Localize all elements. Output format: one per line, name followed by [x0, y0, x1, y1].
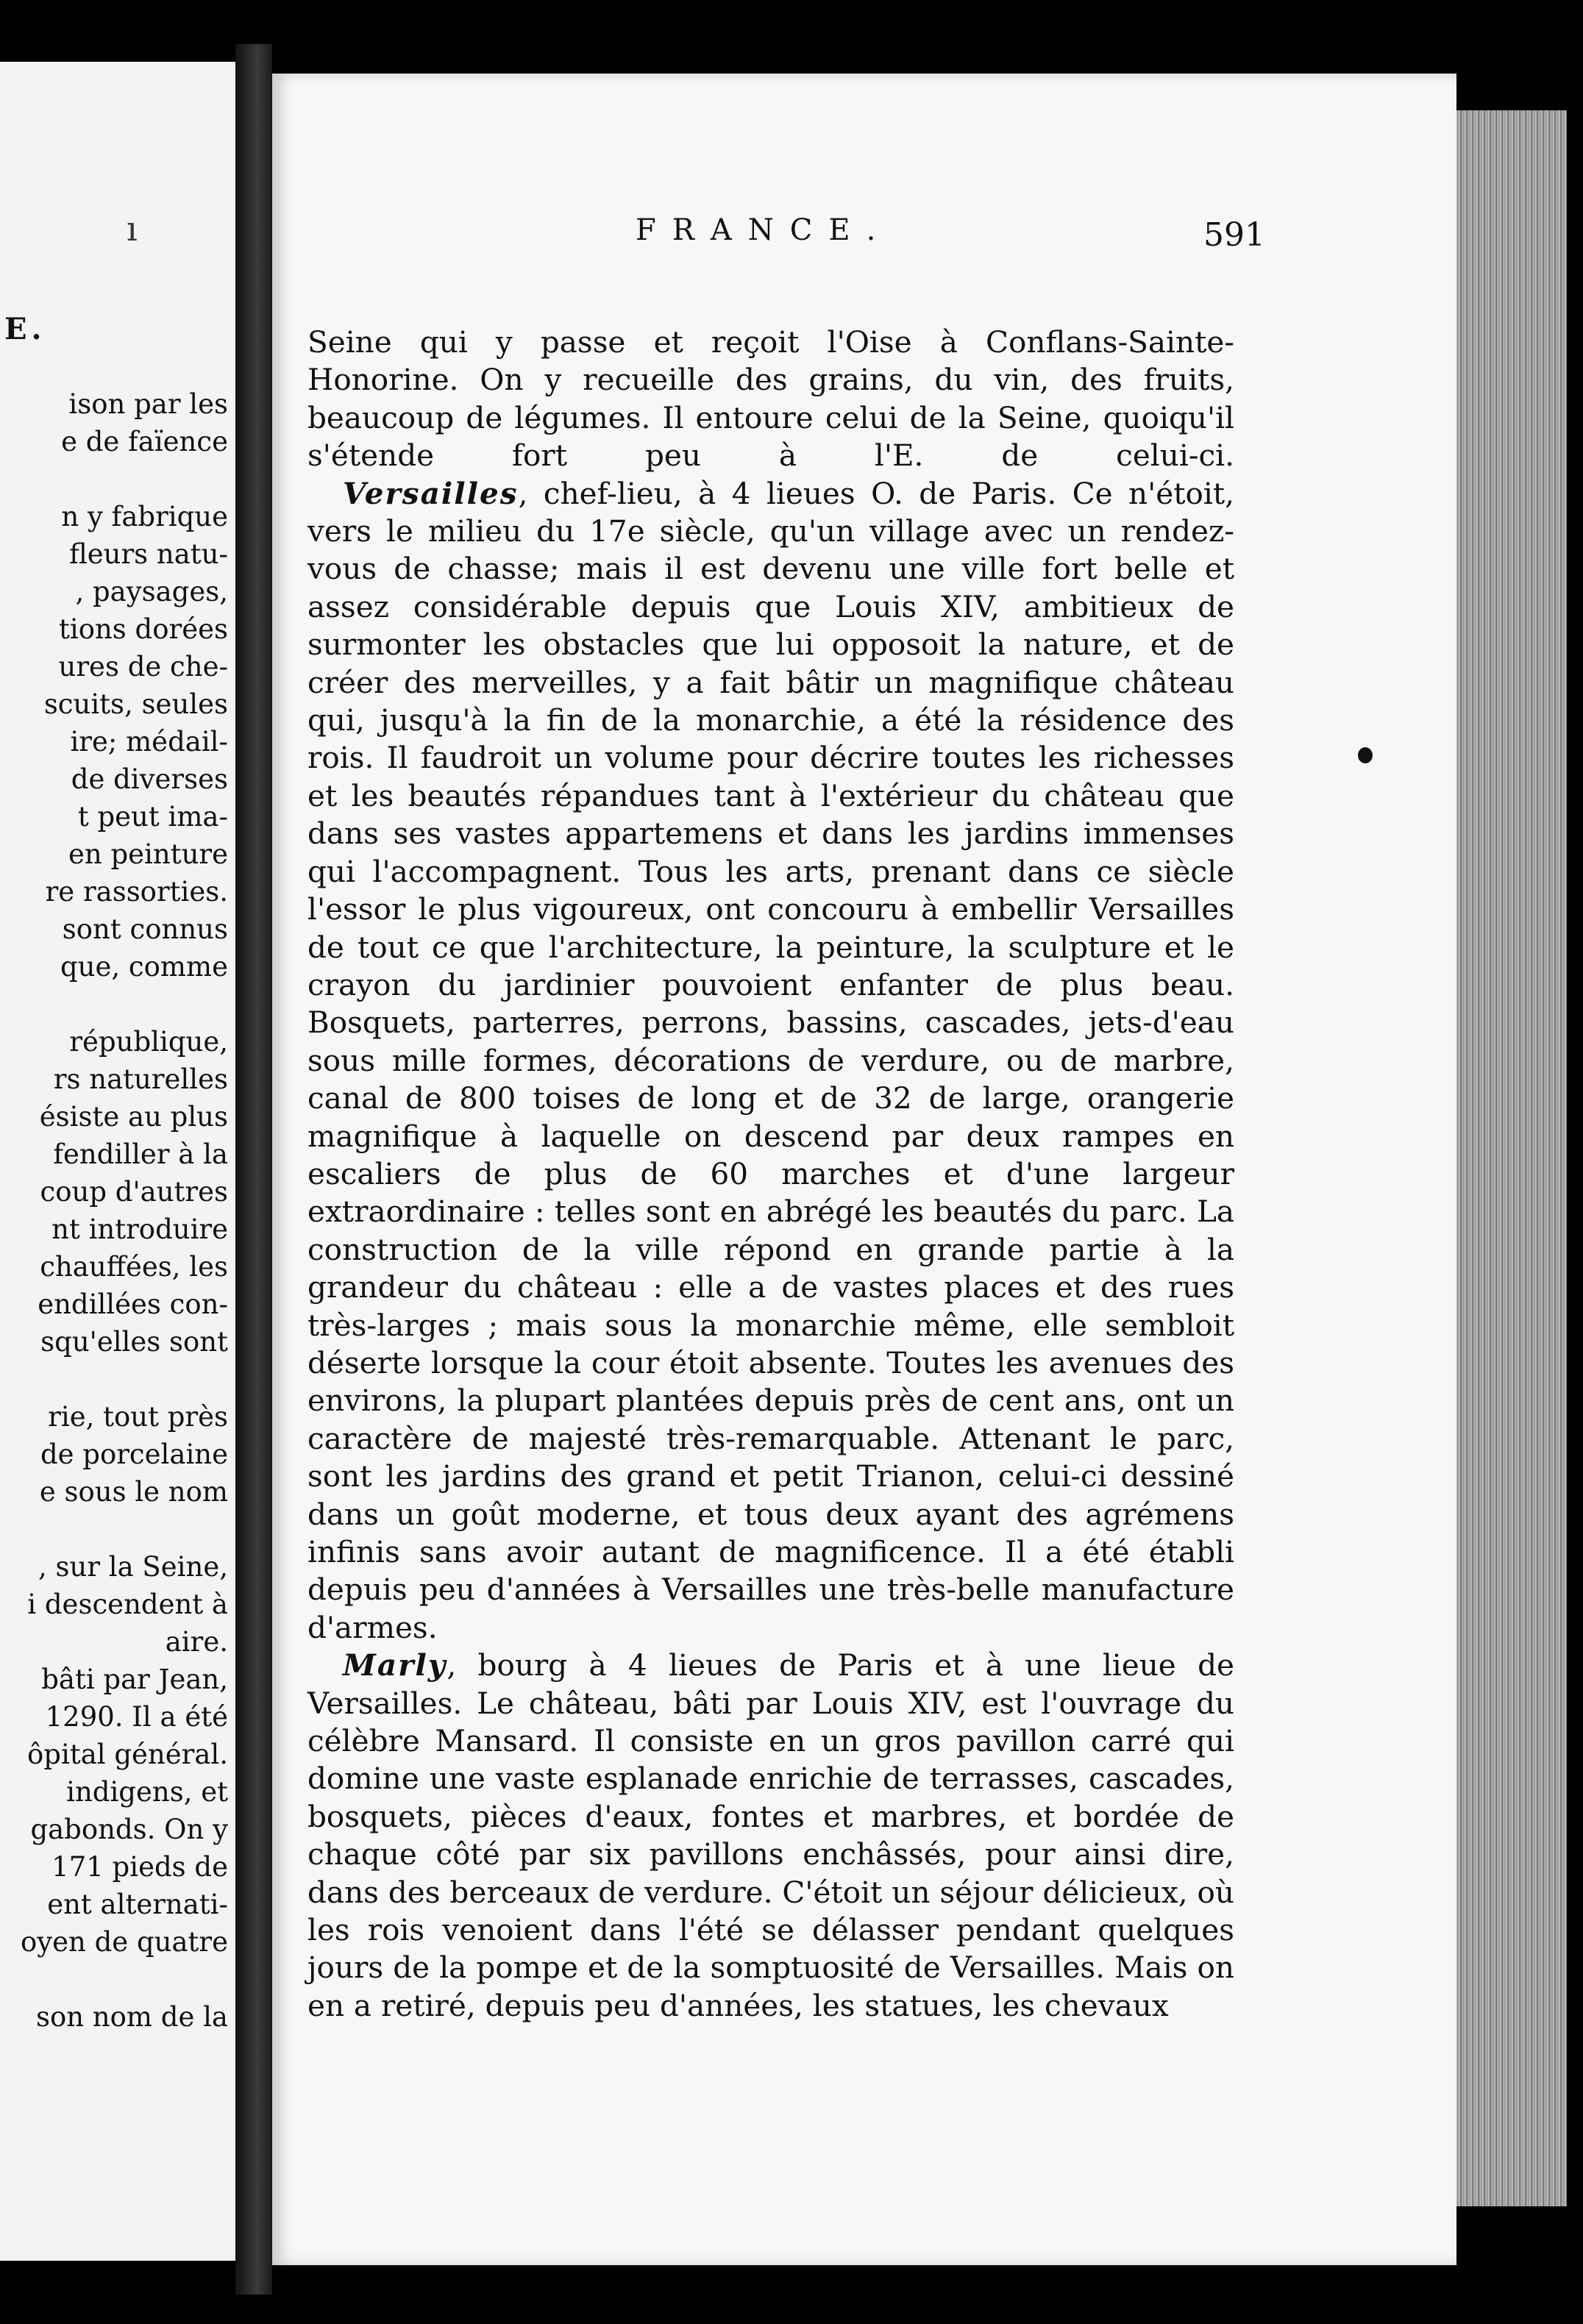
left-page [0, 62, 238, 2261]
left-page-line: aire. [165, 1626, 228, 1658]
left-page-line: endillées con- [38, 1288, 228, 1320]
paragraph-lead: Marly [343, 1647, 447, 1683]
running-head: FRANCE. [636, 213, 892, 247]
left-page-line: son nom de la [35, 2001, 228, 2033]
left-page-line: ire; médail- [70, 726, 228, 758]
left-page-line: ures de che- [58, 651, 228, 682]
left-page-line: tions dorées [59, 613, 228, 645]
left-page-line: bâti par Jean, [41, 1664, 228, 1695]
paragraph-text: , chef-lieu, à 4 lieues O. de Paris. Ce n'étoit, vers le milieu du 17e siècle, qu'un village avec un rendez-vous de chasse; mais il est devenu une ville fort belle et assez considérable depuis que Louis XIV, ambitieux de surmonter les obstacles que lui opposoit la nature, et de créer des merveilles, y a fait bâtir un magnifique château qui, jusqu'à la fin de la monarchie, a été la résidence des rois. Il faudroit un volume pour décrire toutes les richesses et les beautés répandues tant à l'extérieur du château que dans ses vastes appartemens et dans les jardins immenses qui l'accompagnent. Tous les arts, prenant dans ce siècle l'essor le plus vigoureux, ont concouru à embellir Versailles de tout ce que l'architecture, la peinture, la sculpture et le crayon du jardinier pouvoient enfanter de plus beau. Bosquets, parterres, perrons, bassins, cascades, jets-d'eau sous mille formes, décorations de verdure, ou de marbre, canal de 800 toises de long et de 32 de large, orangerie magnifique à laquelle on descend par deux rampes en escaliers de plus de 60 marches et d'une largeur extraordinaire : telles sont en abrégé les beautés du parc. La construction de la ville répond en grande partie à la grandeur du château : elle a de vastes places et des rues très-larges ; mais sous la monarchie même, elle sembloit déserte lorsque la cour étoit absente. Toutes les avenues des environs, la plupart plantées depuis près de cent ans, ont un caractère de majesté très-remarquable. Attenant le parc, sont les jardins des grand et petit Trianon, celui-ci dessiné dans un goût moderne, et tous deux ayant des agrémens infinis sans avoir autant de magnificence. Il a été établi depuis peu d'années à Versailles une très-belle manufacture d'armes. [307, 475, 1234, 1645]
left-page-line: chauffées, les [40, 1251, 228, 1283]
left-page-line: oyen de quatre [20, 1926, 228, 1958]
paragraph-text: Seine qui y passe et reçoit l'Oise à Conflans-Sainte-Honorine. On y recueille des grains, du vin, des fruits, beaucoup de légumes. Il entoure celui de la Seine, quoiqu'il s'étende fort peu à l'E. de celui-ci. [307, 324, 1234, 474]
left-page-line: ôpital général. [27, 1739, 228, 1770]
left-page-line: fendiller à la [53, 1138, 228, 1170]
left-page-line: n y fabrique [61, 501, 228, 532]
ink-smudge [1358, 747, 1373, 763]
book-fore-edge [1456, 110, 1567, 2206]
left-page-line: gabonds. On y [30, 1814, 228, 1845]
left-page-line: , paysages, [75, 576, 228, 607]
left-page-line: ison par les [68, 388, 228, 420]
left-page-line: que, comme [60, 951, 228, 983]
left-page-line: squ'elles sont [40, 1326, 228, 1358]
body-text [307, 324, 1234, 2025]
left-page-line: rs naturelles [53, 1063, 228, 1095]
left-page-line: fleurs natu- [69, 538, 228, 570]
left-page-line: 171 pieds de [51, 1851, 228, 1883]
left-page-line: ésiste au plus [39, 1101, 228, 1133]
left-page-line: sont connus [62, 913, 228, 945]
paragraph-text: , bourg à 4 lieues de Paris et à une lieue de Versailles. Le château, bâti par Louis XIV, est l'ouvrage du célèbre Mansard. Il consiste en un gros pavillon carré qui domine une vaste esplanade enrichie de terrasses, cascades, bosquets, pièces d'eaux, fontes et marbres, et bordée de chaque côté par six pavillons enchâssés, pour ainsi dire, dans des berceaux de verdure. C'étoit un séjour délicieux, où les rois venoient dans l'été se délasser pendant quelques jours de la pompe et de la somptuosité de Versailles. Mais on en a retiré, depuis peu d'années, les statues, les chevaux [307, 1647, 1234, 2023]
left-page-line: république, [69, 1026, 228, 1058]
left-page-line [0, 985, 228, 1023]
left-page-line: 1290. Il a été [45, 1701, 228, 1733]
left-page-line: , sur la Seine, [38, 1551, 228, 1583]
left-page-text [0, 385, 228, 2036]
page-number: 591 [1203, 216, 1265, 254]
left-page-line: en peinture [68, 838, 228, 870]
paragraph-marly [307, 1647, 1234, 2025]
page-header [360, 213, 1265, 265]
left-page-line: coup d'autres [40, 1176, 228, 1208]
left-page-line: t peut ima- [77, 801, 228, 833]
left-page-line [0, 1361, 228, 1398]
left-page-line [0, 1511, 228, 1548]
left-page-line: rie, tout près [48, 1401, 228, 1433]
left-page-line: ent alternati- [47, 1889, 228, 1920]
left-page-line: indigens, et [66, 1776, 228, 1808]
left-page-header: E. [4, 312, 46, 346]
left-page-line: scuits, seules [43, 688, 228, 720]
paragraph-1 [307, 324, 1234, 475]
left-page-line [0, 460, 228, 498]
left-page-line [0, 1961, 228, 1998]
left-page-line: i descendent à [27, 1589, 228, 1620]
paragraph-versailles [307, 475, 1234, 1647]
left-page-line: e sous le nom [39, 1476, 228, 1508]
left-page-line: e de faïence [61, 426, 228, 457]
left-page-line: nt introduire [51, 1213, 228, 1245]
left-page-line: de porcelaine [40, 1439, 228, 1470]
book-gutter [235, 44, 272, 2295]
left-page-line: re rassorties. [45, 876, 228, 908]
left-page-line: de diverses [71, 763, 228, 795]
paragraph-lead: Versailles [343, 475, 519, 511]
margin-mark: ı [127, 209, 138, 249]
